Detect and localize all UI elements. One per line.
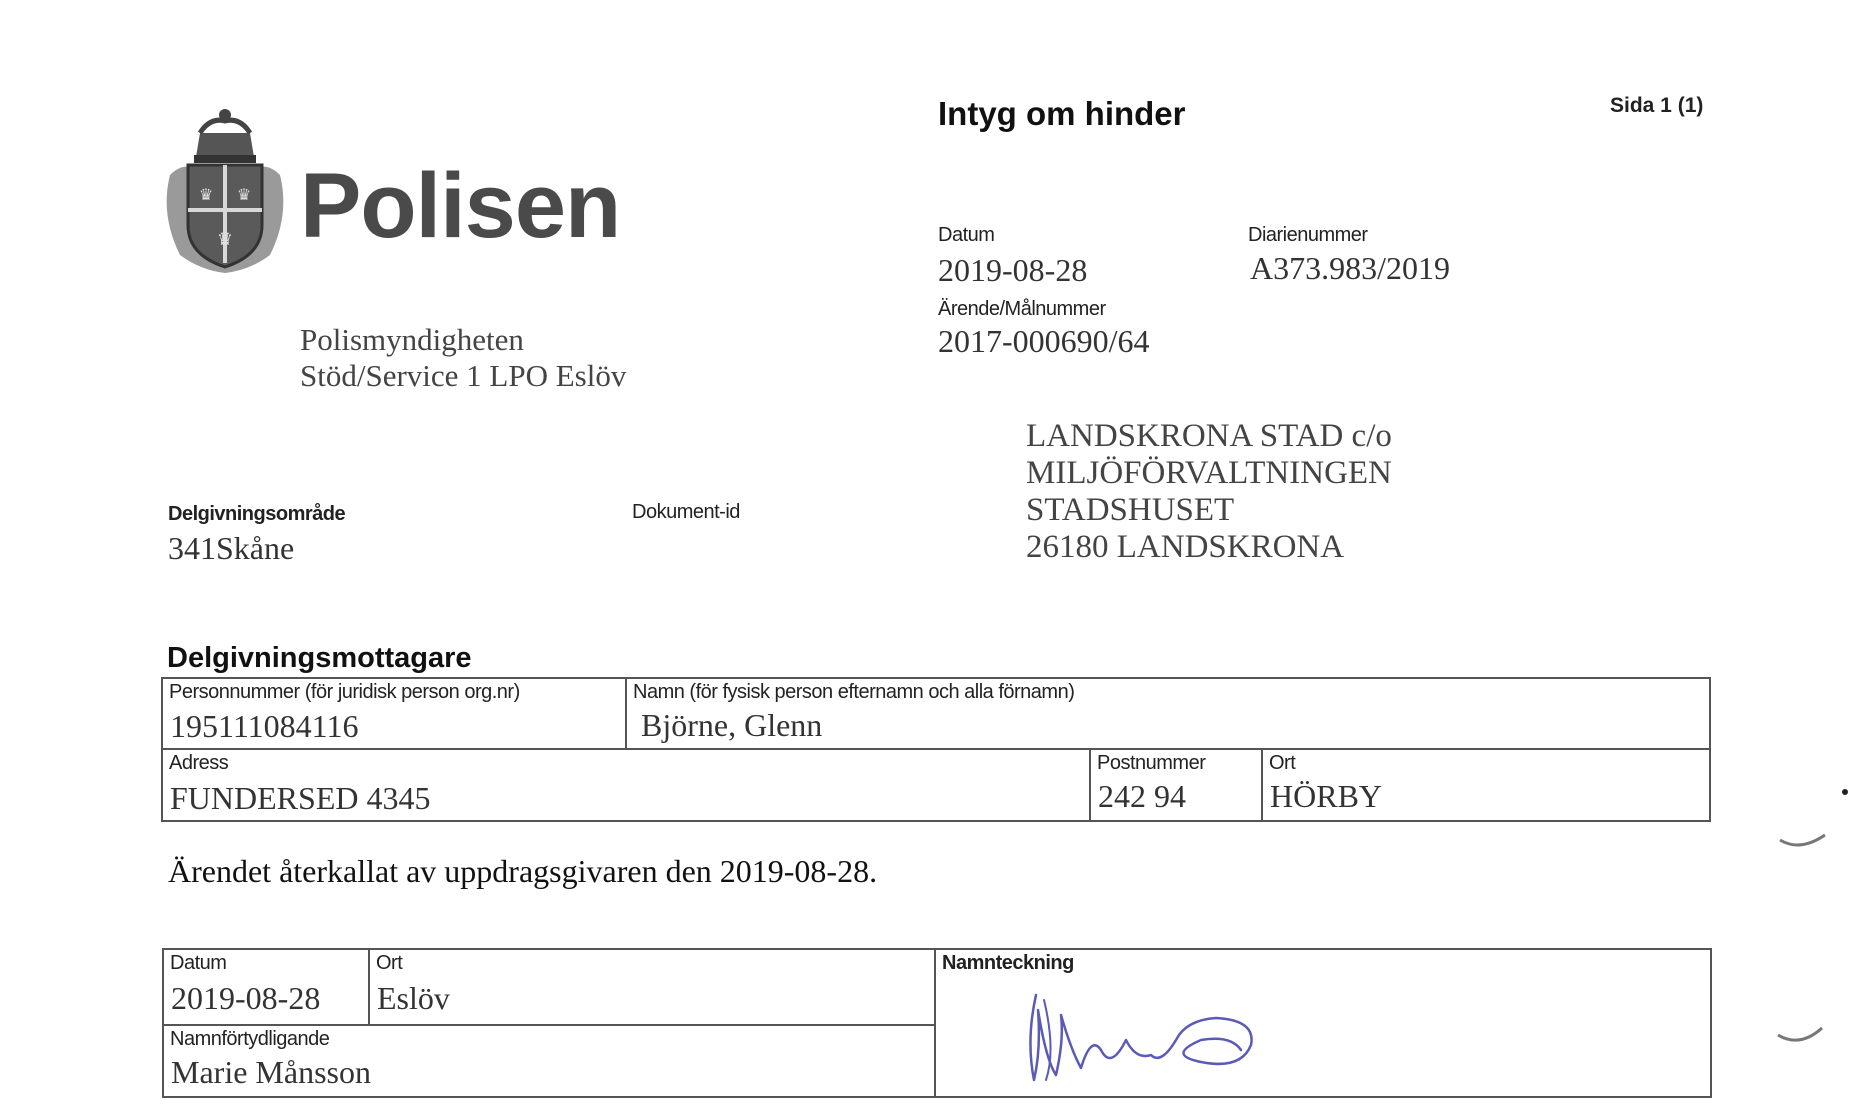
ort-label: Ort (1269, 752, 1296, 774)
unit-name: Stöd/Service 1 LPO Eslöv (300, 358, 627, 393)
namn-label: Namn (för fysisk person efternamn och alla förnamn) (633, 681, 1075, 703)
handwritten-signature (1016, 980, 1316, 1090)
namnfortydligande-label: Namnförtydligande (170, 1028, 330, 1050)
page-number: Sida 1 (1) (1610, 94, 1704, 117)
signature-block (162, 948, 1712, 1098)
adress-cell (163, 750, 1091, 820)
recipient-line-4: 26180 LANDSKRONA (1026, 529, 1345, 565)
personnummer-value: 195111084116 (170, 708, 359, 744)
postnummer-cell (1091, 750, 1263, 820)
mottagare-row-2 (161, 748, 1711, 822)
postnummer-value: 242 94 (1098, 778, 1186, 814)
personnummer-label: Personnummer (för juridisk person org.nr) (169, 681, 520, 703)
svg-text:♛: ♛ (216, 229, 234, 250)
sign-datum-cell (164, 950, 370, 1026)
arende-label: Ärende/Målnummer (938, 298, 1106, 320)
sign-datum-value: 2019-08-28 (171, 980, 321, 1016)
personnummer-cell (163, 679, 627, 748)
statement-text: Ärendet återkallat av uppdragsgivaren den 2019-08-28. (168, 853, 878, 889)
recipient-line-1: LANDSKRONA STAD c/o (1026, 418, 1392, 454)
namn-cell (627, 679, 1709, 748)
issuer-block (300, 322, 626, 394)
organization-name: Polismyndigheten (300, 322, 524, 357)
recipient-line-3: STADSHUSET (1026, 492, 1235, 528)
datum-value: 2019-08-28 (938, 252, 1088, 288)
postnummer-label: Postnummer (1097, 752, 1206, 774)
recipient-line-2: MILJÖFÖRVALTNINGEN (1026, 455, 1392, 491)
namn-value: Björne, Glenn (641, 707, 823, 743)
ort-cell (1263, 750, 1709, 820)
logo-wordmark: Polisen (300, 155, 621, 257)
adress-value: FUNDERSED 4345 (170, 780, 431, 816)
namnfortydligande-value: Marie Månsson (171, 1054, 371, 1090)
namnteckning-cell (936, 950, 1710, 1096)
adress-label: Adress (169, 752, 229, 774)
datum-label: Datum (938, 224, 995, 246)
recipient-address (1026, 418, 1392, 566)
svg-text:♛: ♛ (198, 185, 214, 204)
dokument-id-label: Dokument-id (632, 501, 740, 523)
mottagare-row-1 (161, 677, 1711, 750)
arende-value: 2017-000690/64 (938, 323, 1150, 359)
sign-ort-cell (370, 950, 936, 1026)
delgivningsomrade-label: Delgivningsområde (168, 503, 346, 525)
namnfortydligande-cell (164, 1026, 936, 1096)
diarienummer-label: Diarienummer (1248, 224, 1368, 246)
delgivningsomrade-value: 341Skåne (168, 530, 295, 566)
svg-text:♛: ♛ (236, 185, 252, 204)
sign-ort-value: Eslöv (377, 980, 450, 1016)
police-crest-icon (160, 105, 290, 275)
namnteckning-label: Namnteckning (942, 952, 1074, 974)
document-title: Intyg om hinder (938, 95, 1186, 132)
sign-ort-label: Ort (376, 952, 403, 974)
section-heading-mottagare: Delgivningsmottagare (167, 642, 472, 674)
diarienummer-value: A373.983/2019 (1250, 250, 1450, 286)
sign-datum-label: Datum (170, 952, 227, 974)
ort-value: HÖRBY (1270, 778, 1383, 814)
scan-marks (1760, 780, 1857, 1060)
